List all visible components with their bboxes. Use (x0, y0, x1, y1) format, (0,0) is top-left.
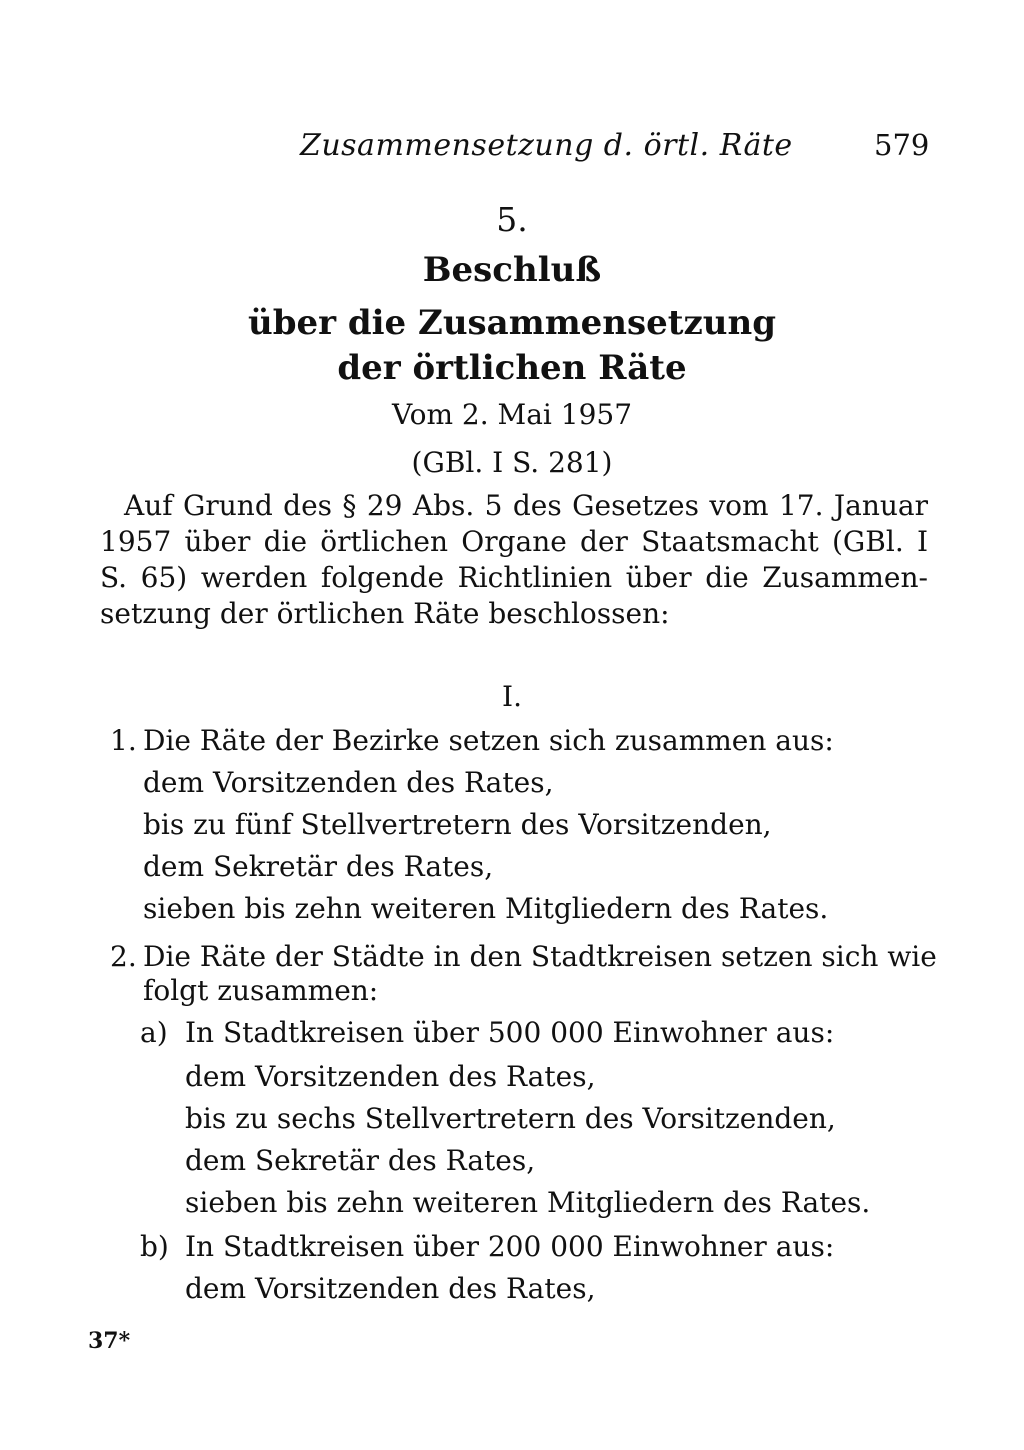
item1-member-4: sieben bis zehn weiteren Mitgliedern des Rates. (143, 892, 829, 925)
item2-text-line-2: folgt zusammen: (143, 974, 379, 1007)
item1-member-2: bis zu fünf Stellvertretern des Vorsitzenden, (143, 808, 772, 841)
signature-mark: 37* (88, 1328, 131, 1354)
section-number: 5. (496, 200, 528, 239)
sub-b-label: b) (140, 1230, 169, 1263)
sub-a-member-2: bis zu sechs Stellvertretern des Vorsitzenden, (185, 1102, 836, 1135)
sub-a-member-4: sieben bis zehn weiteren Mitgliedern des Rates. (185, 1186, 871, 1219)
item2-text-line-1: Die Räte der Städte in den Stadtkreisen setzen sich wie (143, 940, 937, 973)
title-line-1: Beschluß (422, 250, 602, 290)
decree-source: (GBl. I S. 281) (411, 446, 613, 479)
title-line-3: der örtlichen Räte (337, 348, 687, 388)
item1-member-3: dem Sekretär des Rates, (143, 850, 494, 883)
sub-a-label: a) (140, 1016, 168, 1049)
decree-date: Vom 2. Mai 1957 (391, 398, 633, 431)
sub-b-member-1: dem Vorsitzenden des Rates, (185, 1272, 596, 1305)
item2-number: 2. (110, 940, 137, 973)
sub-a-text: In Stadtkreisen über 500 000 Einwohner aus: (185, 1016, 835, 1049)
page-number: 579 (874, 128, 930, 162)
intro-paragraph: Auf Grund des § 29 Abs. 5 des Gesetzes vom 17. Januar 1957 über die örtlichen Organe der Staatsmacht (GBl. I S. 65) werden folgende Richtlinien über die Zusammensetzung der örtlichen Räte beschlossen: (100, 489, 928, 630)
title-line-2: über die Zusammensetzung (247, 303, 777, 343)
item1-text: Die Räte der Bezirke setzen sich zusammen aus: (143, 724, 834, 757)
item1-member-1: dem Vorsitzenden des Rates, (143, 766, 554, 799)
sub-a-member-3: dem Sekretär des Rates, (185, 1144, 536, 1177)
running-head: Zusammensetzung d. örtl. Räte (300, 128, 793, 163)
item1-number: 1. (110, 724, 137, 757)
sub-a-member-1: dem Vorsitzenden des Rates, (185, 1060, 596, 1093)
sub-b-text: In Stadtkreisen über 200 000 Einwohner aus: (185, 1230, 835, 1263)
part-heading: I. (502, 680, 522, 713)
